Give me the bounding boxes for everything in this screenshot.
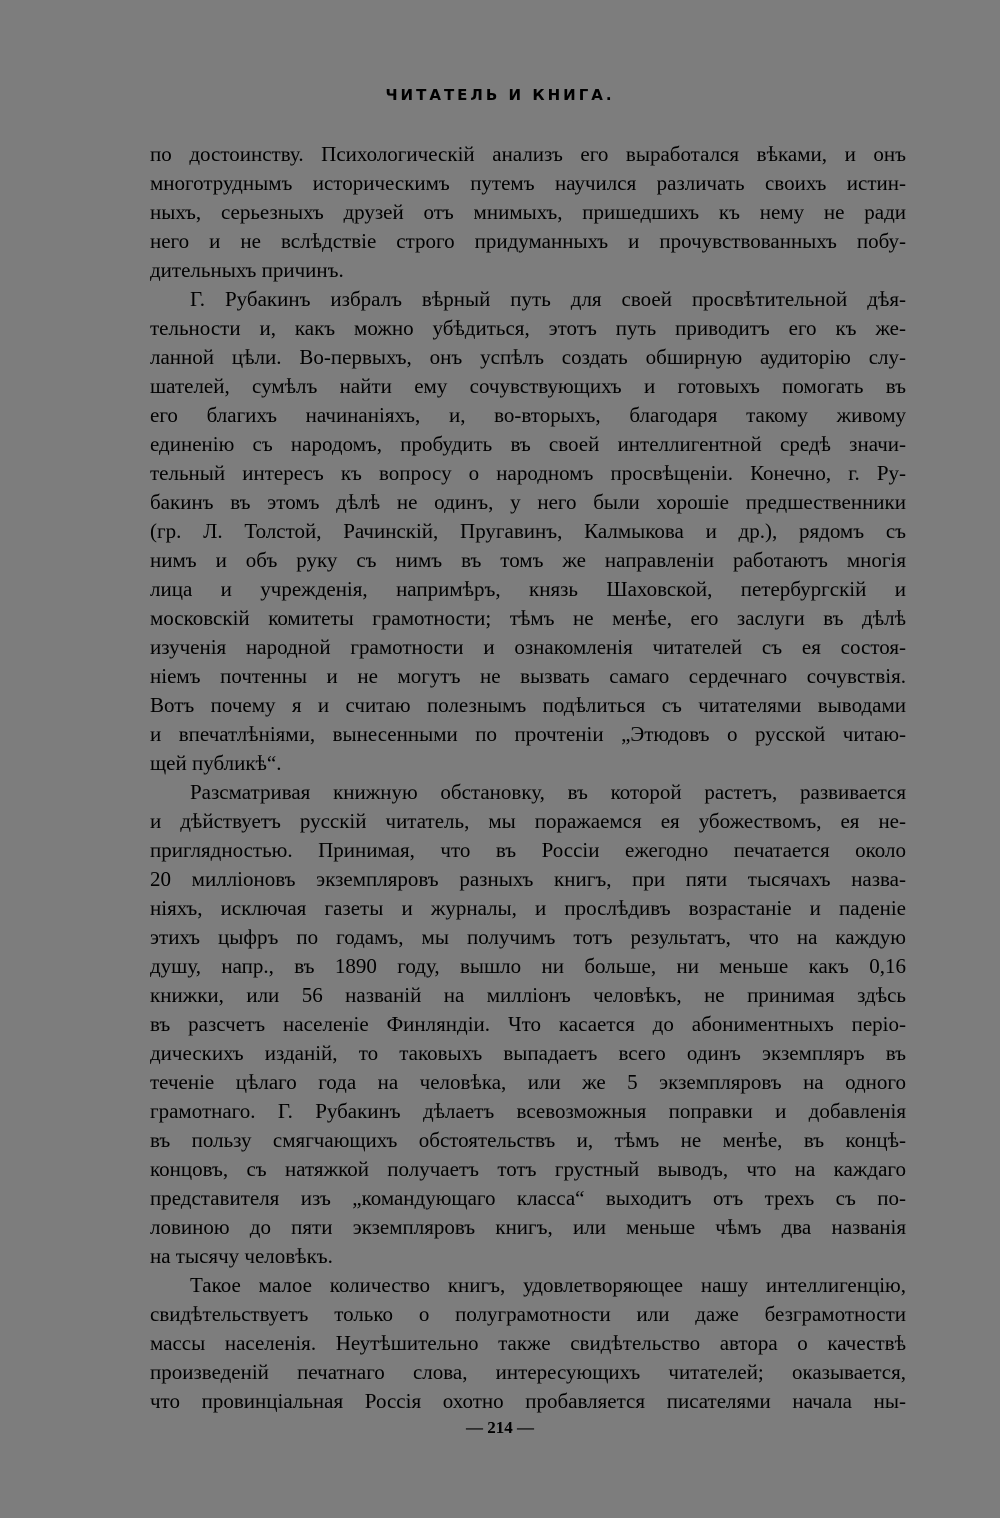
paragraph xyxy=(150,285,906,778)
text-line: душу, напр., въ 1890 году, вышло ни больше, ни меньше какъ 0,16 xyxy=(150,954,906,978)
text-line: тельности и, какъ можно убѣдиться, этотъ путь приводитъ его къ же- xyxy=(150,316,906,340)
text-line: Г. Рубакинъ избралъ вѣрный путь для своей просвѣтительной дѣя- xyxy=(190,287,906,311)
text-line: и впечатлѣніями, вынесенными по прочтеніи „Этюдовъ о русской читаю- xyxy=(150,722,906,746)
text-line: дительныхъ причинъ. xyxy=(150,258,344,282)
text-line: и дѣйствуетъ русскій читатель, мы поражаемся ея убожествомъ, ея не- xyxy=(150,809,906,833)
paragraph xyxy=(150,140,906,285)
text-line: произведеній печатнаго слова, интересующихъ читателей; оказывается, xyxy=(150,1360,906,1384)
paragraph xyxy=(150,1271,906,1416)
text-line: приглядностью. Принимая, что въ Россіи ежегодно печатается около xyxy=(150,838,906,862)
text-line: представителя изъ „командующаго класса“ выходитъ отъ трехъ съ по- xyxy=(150,1186,906,1210)
text-line: щей публикѣ“. xyxy=(150,751,282,775)
text-line: единенію съ народомъ, пробудить въ своей интеллигентной средѣ значи- xyxy=(150,432,906,456)
text-line: ланной цѣли. Во-первыхъ, онъ успѣлъ создать обширную аудиторію слу- xyxy=(150,345,906,369)
text-line: лица и учрежденія, напримѣръ, князь Шаховской, петербургскій и xyxy=(150,577,906,601)
text-line: изученія народной грамотности и ознакомленія читателей съ ея состоя- xyxy=(150,635,906,659)
text-line: ніяхъ, исключая газеты и журналы, и прослѣдивъ возрастаніе и паденіе xyxy=(150,896,906,920)
text-line: на тысячу человѣкъ. xyxy=(150,1244,333,1268)
text-line: Вотъ почему я и считаю полезнымъ подѣлиться съ читателями выводами xyxy=(150,693,906,717)
text-line: концовъ, съ натяжкой получаетъ тотъ грустный выводъ, что на каждаго xyxy=(150,1157,906,1181)
text-line: въ разсчетъ населеніе Финляндіи. Что касается до абониментныхъ періо- xyxy=(150,1012,906,1036)
text-line: книжки, или 56 названій на милліонъ человѣкъ, не принимая здѣсь xyxy=(150,983,906,1007)
text-line: многотруднымъ историческимъ путемъ научился различать своихъ истин- xyxy=(150,171,906,195)
text-line: шателей, сумѣлъ найти ему сочувствующихъ и готовыхъ помогать въ xyxy=(150,374,906,398)
text-line: ловиною до пяти экземпляровъ книгъ, или меньше чѣмъ два названія xyxy=(150,1215,906,1239)
text-line: бакинъ въ этомъ дѣлѣ не одинъ, у него были хорошіе предшественники xyxy=(150,490,906,514)
text-line: московскій комитеты грамотности; тѣмъ не менѣе, его заслуги въ дѣлѣ xyxy=(150,606,906,630)
running-title: ЧИТАТЕЛЬ И КНИГА. xyxy=(385,86,615,104)
text-line: Разсматривая книжную обстановку, въ которой растетъ, развивается xyxy=(190,780,906,804)
text-line: ныхъ, серьезныхъ друзей отъ мнимыхъ, пришедшихъ къ нему не ради xyxy=(150,200,906,224)
text-line: этихъ цыфръ по годамъ, мы получимъ тотъ результатъ, что на каждую xyxy=(150,925,906,949)
page-body xyxy=(150,140,906,1416)
text-line: Такое малое количество книгъ, удовлетворяющее нашу интеллигенцію, xyxy=(190,1273,906,1297)
page-number: — 214 — xyxy=(466,1418,534,1437)
text-line: дическихъ изданій, то таковыхъ выпадаетъ всего одинъ экземпляръ въ xyxy=(150,1041,906,1065)
text-line: теченіе цѣлаго года на человѣка, или же 5 экземпляровъ на одного xyxy=(150,1070,906,1094)
text-line: массы населенія. Неутѣшительно также свидѣтельство автора о качествѣ xyxy=(150,1331,906,1355)
text-line: ніемъ почтенны и не могутъ не вызвать самаго сердечнаго сочувствія. xyxy=(150,664,906,688)
text-line: по достоинству. Психологическій анализъ его выработался вѣками, и онъ xyxy=(150,142,906,166)
text-line: что провинціальная Россія охотно пробавляется писателями начала ны- xyxy=(150,1389,906,1413)
text-line: нимъ и объ руку съ нимъ въ томъ же направленіи работаютъ многія xyxy=(150,548,906,572)
text-line: его благихъ начинаніяхъ, и, во-вторыхъ, благодаря такому живому xyxy=(150,403,906,427)
text-line: него и не вслѣдствіе строго придуманныхъ и прочувствованныхъ побу- xyxy=(150,229,906,253)
text-line: тельный интересъ къ вопросу о народномъ просвѣщеніи. Конечно, г. Ру- xyxy=(150,461,906,485)
text-line: въ пользу смягчающихъ обстоятельствъ и, тѣмъ не менѣе, въ концѣ- xyxy=(150,1128,906,1152)
text-line: (гр. Л. Толстой, Рачинскій, Пругавинъ, Калмыкова и др.), рядомъ съ xyxy=(150,519,906,543)
text-line: грамотнаго. Г. Рубакинъ дѣлаетъ всевозможныя поправки и добавленія xyxy=(150,1099,906,1123)
text-line: 20 милліоновъ экземпляровъ разныхъ книгъ, при пяти тысячахъ назва- xyxy=(150,867,906,891)
text-line: свидѣтельствуетъ только о полуграмотности или даже безграмотности xyxy=(150,1302,906,1326)
paragraph xyxy=(150,778,906,1271)
